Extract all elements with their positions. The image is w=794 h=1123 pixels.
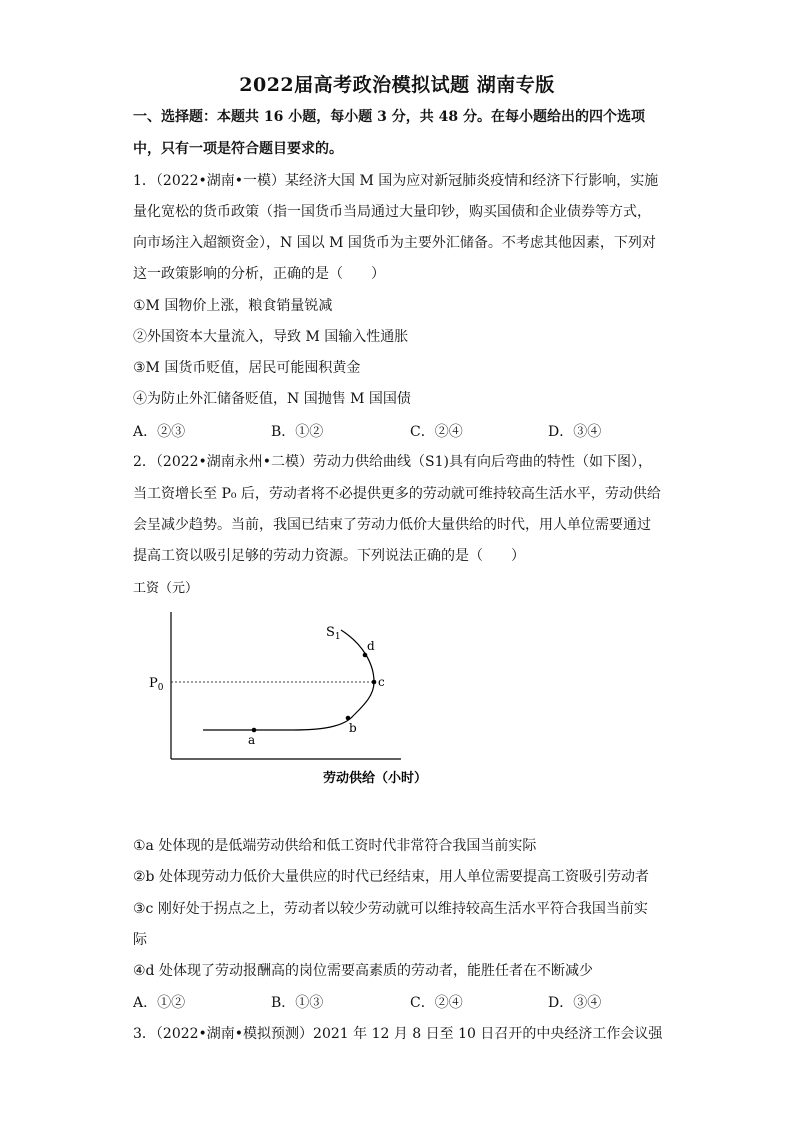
q2-statement-4: ④d 处体现了劳动报酬高的岗位需要高素质的劳动者，能胜任者在不断减少 <box>133 963 593 979</box>
q1-stem-line1: 1．（2022•湖南•一模）某经济大国 M 国为应对新冠肺炎疫情和经济下行影响，实施 <box>133 173 659 189</box>
chart-xlabel: 劳动供给（小时） <box>323 771 428 786</box>
section-header-line2: 中，只有一项是符合题目要求的。 <box>133 141 343 157</box>
section-header-line1: 一、选择题：本题共 16 小题，每小题 3 分，共 48 分。在每小题给出的四个选项 <box>133 109 645 125</box>
q1-stem-line2: 量化宽松的货币政策（指一国货币当局通过大量印钞，购买国债和企业债券等方式， <box>133 204 651 220</box>
q1-statement-2: ②外国资本大量流入，导致 M 国输入性通胀 <box>133 329 409 345</box>
s1-label: $S_1$ <box>326 625 341 642</box>
q1-option-c[interactable]: C．②④ <box>410 424 463 440</box>
point-d-label: d <box>367 639 375 653</box>
q1-statement-3: ③M 国货币贬值，居民可能囤积黄金 <box>133 360 361 376</box>
q1-options <box>133 421 673 441</box>
q2-option-c[interactable]: C．②④ <box>410 995 463 1011</box>
q1-stem-line4: 这一政策影响的分析，正确的是（ ） <box>133 266 385 282</box>
q2-statement-1: ①a 处体现的是低端劳动供给和低工资时代非常符合我国当前实际 <box>133 838 537 854</box>
chart-ylabel: 工资（元） <box>133 581 199 596</box>
s1-curve <box>203 630 374 730</box>
point-c <box>372 680 377 685</box>
q2-stem-line4: 提高工资以吸引足够的劳动力资源。下列说法正确的是（ ） <box>133 548 525 564</box>
q2-statement-2: ②b 处体现劳动力低价大量供应的时代已经结束，用人单位需要提高工资吸引劳动者 <box>133 869 649 885</box>
q2-stem-line3: 会呈减少趋势。当前，我国已结束了劳动力低价大量供给的时代，用人单位需要通过 <box>133 517 651 533</box>
q2-options <box>133 992 673 1012</box>
point-b-label: b <box>349 721 357 735</box>
q1-statement-4: ④为防止外汇储备贬值，N 国抛售 M 国国债 <box>133 391 411 407</box>
point-b <box>346 716 351 721</box>
q1-option-d[interactable]: D．③④ <box>548 424 602 440</box>
point-c-label: c <box>378 675 385 689</box>
q2-option-a[interactable]: A．①② <box>133 995 186 1011</box>
p0-label: $P_0$ <box>149 676 164 693</box>
q1-option-a[interactable]: A．②③ <box>133 424 186 440</box>
q2-statement-3: ③c 刚好处于拐点之上，劳动者以较少劳动就可以维持较高生活水平符合我国当前实 <box>133 901 648 917</box>
q2-stem-line1: 2．（2022•湖南永州•二模）劳动力供给曲线（S1)具有向后弯曲的特性（如下图）， <box>133 454 653 470</box>
q2-statement-3-cont: 际 <box>133 932 147 948</box>
q2-option-d[interactable]: D．③④ <box>548 995 602 1011</box>
q3-stem-line1: 3．（2022•湖南•模拟预测）2021 年 12 月 8 日至 10 日召开的中央经济工作会议强 <box>133 1026 663 1042</box>
point-a <box>252 728 257 733</box>
q2-stem-line2: 当工资增长至 P₀ 后，劳动者将不必提供更多的劳动就可维持较高生活水平，劳动供给 <box>133 486 661 502</box>
point-d <box>363 653 368 658</box>
q1-statement-1: ①M 国物价上涨，粮食销量锐减 <box>133 298 333 314</box>
point-a-label: a <box>248 733 256 747</box>
q1-option-b[interactable]: B．①② <box>271 424 324 440</box>
q2-option-b[interactable]: B．①③ <box>271 995 324 1011</box>
q1-stem-line3: 向市场注入超额资金），N 国以 M 国货币为主要外汇储备。不考虑其他因素，下列对 <box>133 235 656 251</box>
labor-supply-chart <box>133 572 453 802</box>
page-title: 2022届高考政治模拟试题 湖南专版 <box>239 74 555 96</box>
